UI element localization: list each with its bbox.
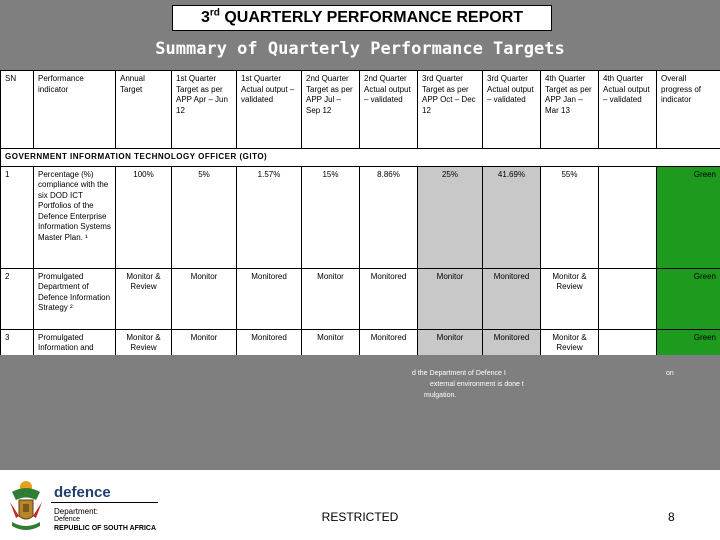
footer-divider	[51, 502, 158, 503]
cell-q2-actual: Monitored	[360, 329, 418, 399]
cell-q4-actual	[599, 268, 657, 329]
cell-q3-target: Monitor	[418, 268, 483, 329]
header-q1-actual: 1st Quarter Actual output – validated	[237, 71, 302, 149]
cell-q2-actual: 8.86%	[360, 166, 418, 268]
page-subtitle: Summary of Quarterly Performance Targets	[155, 39, 565, 59]
cell-annual-target: Monitor & Review	[116, 268, 172, 329]
header-q3-target: 3rd Quarter Target as per APP Oct – Dec 12	[418, 71, 483, 149]
header-annual-target: Annual Target	[116, 71, 172, 149]
cell-overall-progress: Green	[657, 166, 720, 268]
header-q3-actual: 3rd Quarter Actual output – validated	[483, 71, 541, 149]
header-q4-target: 4th Quarter Target as per APP Jan – Mar 13	[541, 71, 599, 149]
cell-q1-actual: Monitored	[237, 268, 302, 329]
coat-of-arms-icon	[6, 478, 46, 534]
cell-sn: 1	[1, 166, 34, 268]
cell-q3-actual: Monitored	[483, 329, 541, 399]
cell-indicator: Promulgated Information and	[34, 329, 116, 399]
cell-q2-target: 15%	[302, 166, 360, 268]
cell-q1-actual: 1.57%	[237, 166, 302, 268]
cell-q4-actual	[599, 166, 657, 268]
table-row	[1, 268, 720, 329]
header-row	[1, 71, 720, 149]
cell-overall-progress: Green	[657, 268, 720, 329]
cell-sn: 2	[1, 268, 34, 329]
department-name: Defence	[54, 516, 81, 523]
header-q2-target: 2nd Quarter Target as per APP Jul – Sep 12	[302, 71, 360, 149]
section-title: GOVERNMENT INFORMATION TECHNOLOGY OFFICER (GITO)	[1, 149, 720, 167]
cell-overall-progress: Green	[657, 329, 720, 399]
section-row	[1, 149, 720, 167]
cell-annual-target: 100%	[116, 166, 172, 268]
footnote-line-1: d the Department of Defence I	[412, 370, 506, 377]
cell-q1-target: 5%	[172, 166, 237, 268]
cell-q4-target: Monitor & Review	[541, 268, 599, 329]
cell-q4-target: Monitor & Review	[541, 329, 599, 399]
cell-q3-target: Monitor	[418, 329, 483, 399]
table-row	[1, 166, 720, 268]
header-indicator: Performance indicator	[34, 71, 116, 149]
cell-q4-target: 55%	[541, 166, 599, 268]
header-overall-progress: Overall progress of indicator	[657, 71, 720, 149]
cell-q3-target: 25%	[418, 166, 483, 268]
footnote-overlay	[0, 355, 720, 400]
header-q1-target: 1st Quarter Target as per APP Apr – Jun 12	[172, 71, 237, 149]
report-title: 3rd QUARTERLY PERFORMANCE REPORT	[172, 5, 552, 31]
cell-q1-target: Monitor	[172, 268, 237, 329]
header-sn: SN	[1, 71, 34, 149]
cell-q2-actual: Monitored	[360, 268, 418, 329]
cell-sn: 3	[1, 329, 34, 399]
header-q4-actual: 4th Quarter Actual output – validated	[599, 71, 657, 149]
department-label: Department:	[54, 507, 99, 516]
cell-indicator: Percentage (%) compliance with the six DOD ICT Portfolios of the Defence Enterprise Information Systems Master Plan. ¹	[34, 166, 116, 268]
cell-q1-actual: Monitored	[237, 329, 302, 399]
header-q2-actual: 2nd Quarter Actual output – validated	[360, 71, 418, 149]
cell-q2-target: Monitor	[302, 268, 360, 329]
cell-annual-target: Monitor & Review	[116, 329, 172, 399]
page-number: 8	[668, 510, 675, 524]
country-name: REPUBLIC OF SOUTH AFRICA	[54, 525, 157, 532]
footnote-line-2: external environment is done t	[430, 381, 524, 388]
cell-q3-actual: Monitored	[483, 268, 541, 329]
footnote-line-3: mulgation.	[424, 392, 457, 399]
brand-logo-text: defence	[54, 484, 111, 501]
cell-q2-target: Monitor	[302, 329, 360, 399]
classification-label: RESTRICTED	[321, 510, 399, 524]
cell-indicator: Promulgated Department of Defence Information Strategy ²	[34, 268, 116, 329]
footnote-line-1-end: on	[666, 370, 674, 377]
cell-q1-target: Monitor	[172, 329, 237, 399]
cell-q3-actual: 41.69%	[483, 166, 541, 268]
performance-table	[0, 70, 720, 400]
